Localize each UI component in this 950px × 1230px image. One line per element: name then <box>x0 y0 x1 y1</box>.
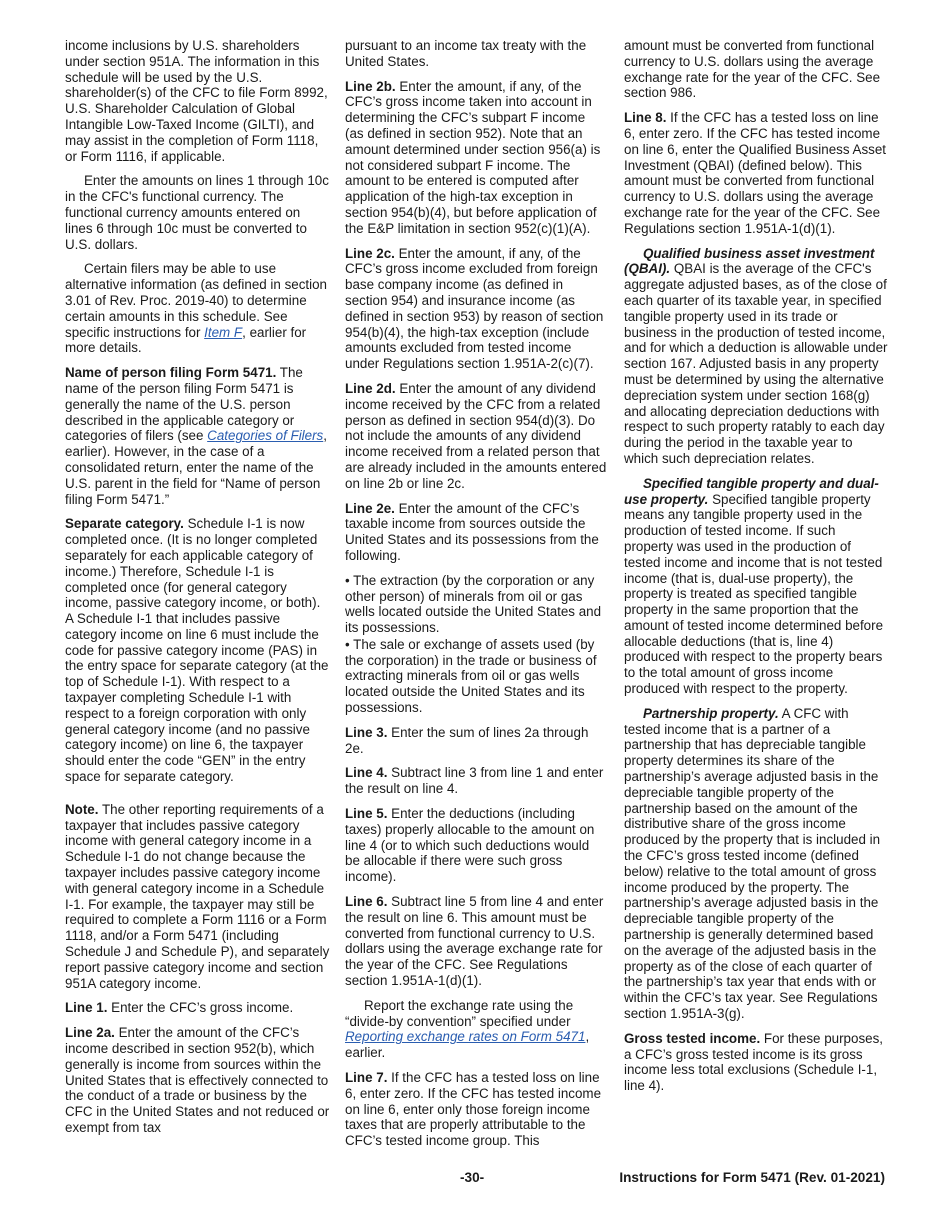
reporting-exchange-rates-link[interactable]: Reporting exchange rates on Form 5471 <box>345 1029 586 1045</box>
paragraph-currency-continued: amount must be converted from functional currency to U.S. dollars using the average exchange rate for the year of the CFC. See section 986. <box>624 38 881 101</box>
paragraph-specified-tangible-property: Specified tangible property and dual-use property. Specified tangible property means any tangible property used in the production of tested income. If such property was used in the production of tested income and income that is not tested income (that is, dual-use property), the property is treated as specified tangible property in the same proportion that the amount of tested income determined before allocable deductions (that is, line 4) produced with respect to the property bears to the total amount of gross income produced with respect to the property. <box>624 475 884 697</box>
page-number: -30- <box>460 1170 485 1185</box>
paragraph-line-4: Line 4. Subtract line 3 from line 1 and enter the result on line 4. <box>345 765 604 797</box>
paragraph-alternative-info: Certain filers may be able to use alternative information (as defined in section 3.01 of Rev. Proc. 2019-40) to determine certain amounts in this schedule. See specific instructions for Item F, earlier for more details. <box>65 261 328 356</box>
heading-line-2d: Line 2d. <box>345 380 396 396</box>
paragraph-line-2d: Line 2d. Enter the amount of any dividend income received by the CFC from a related person as defined in section 954(d)(3). Do not include the amounts of any dividend income received from a related person that are already included in the amounts entered on line 2b or line 2c. <box>345 380 607 491</box>
paragraph-line-6: Line 6. Subtract line 5 from line 4 and enter the result on line 6. This amount must be converted from functional currency to U.S. dollars using the average exchange rate for the year of the CFC. See Regulations section 1.951A-1(d)(1). <box>345 894 604 989</box>
categories-of-filers-link[interactable]: Categories of Filers <box>207 428 324 444</box>
heading-line-4: Line 4. <box>345 765 388 781</box>
paragraph-line-2b: Line 2b. Enter the amount, if any, of the CFC’s gross income taken into account in determining the CFC’s subpart F income (as defined in section 952). Note that an amount determined under section 956(a) is not considered subpart F income. The amount to be entered is computed after application of the high-tax exception in section 954(b)(4), but before application of the E&P limitation in section 952(c)(1)(A). <box>345 78 601 236</box>
paragraph-report-exchange-rate: Report the exchange rate using the “divide-by convention” specified under Reporting exchange rates on Form 5471, earlier. <box>345 997 590 1061</box>
column-middle <box>345 38 607 1158</box>
heading-specified-tangible-property: Specified tangible property and dual-use property. <box>624 475 879 507</box>
paragraph-intro: income inclusions by U.S. shareholders under section 951A. The information in this schedule will be used by the U.S. shareholder(s) of the CFC to file Form 8992, U.S. Shareholder Calculation of Global Intangible Low-Taxed Income (GILTI), and may assist in the completion of Form 1118, or Form 1116, if applicable. <box>65 38 328 164</box>
paragraph-treaty-continued: pursuant to an income tax treaty with the United States. <box>345 38 587 69</box>
heading-line-5: Line 5. <box>345 806 388 822</box>
paragraph-line-2a: Line 2a. Enter the amount of the CFC’s income described in section 952(b), which generally is income from sources within the United States that is effectively connected to the conduct of a trade or business by the CFC in the United States and not reduced or exempt from tax <box>65 1025 330 1135</box>
heading-line-6: Line 6. <box>345 894 388 910</box>
form-title: Instructions for Form 5471 (Rev. 01-2021) <box>619 1170 885 1185</box>
heading-line-3: Line 3. <box>345 724 388 740</box>
paragraph-line-3: Line 3. Enter the sum of lines 2a through 2e. <box>345 724 589 756</box>
column-left <box>65 38 330 1145</box>
paragraph-partnership-property: Partnership property. A CFC with tested income that is a partner of a partnership that has depreciable tangible property determines its share of the partnership’s average adjusted basis in the depreciable tangible property of the partnership based on the amount of the distributive share of the gross income produced by the property that is included in the CFC’s gross tested income (defined below) relative to the total amount of gross income produced by the property. The partnership’s average adjusted basis in the depreciable tangible property of the partnership is generally determined based on the average of the adjusted basis in the property as of the close of each quarter of the partnership’s tax year that ends with or within the CFC’s tax year. See Regulations section 1.951A-3(g). <box>624 705 881 1022</box>
item-f-link[interactable]: Item F <box>204 324 243 340</box>
paragraph-gross-tested-income: Gross tested income. For these purposes, a CFC’s gross tested income is its gross income less total exclusions (Schedule I-1, line 4). <box>624 1030 883 1094</box>
paragraph-line-7: Line 7. If the CFC has a tested loss on line 6, enter zero. If the CFC has tested income on line 6, enter only those foreign income taxes that are properly attributable to the CFC’s tested income group. This <box>345 1070 602 1149</box>
column-right <box>624 38 888 1103</box>
paragraph-line-8: Line 8. If the CFC has a tested loss on line 6, enter zero. If the CFC has tested income on line 6, enter the Qualified Business Asset Investment (QBAI) (defined below). This amount must be converted from functional currency to U.S. dollars using the average exchange rate for the year of the CFC. See Regulations section 1.951A-1(d)(1). <box>624 110 887 236</box>
heading-line-2a: Line 2a. <box>65 1025 115 1041</box>
bullet-item: • The sale or exchange of assets used (by the corporation) in the trade or business of extracting minerals from oil or gas wells located outside the United States and its possessions. <box>345 636 597 716</box>
paragraph-line-5: Line 5. Enter the deductions (including taxes) properly allocable to the amount on line 4 (or to which such deductions would be allocable if there were such gross income). <box>345 806 595 885</box>
paragraph-line-2c: Line 2c. Enter the amount, if any, of the CFC’s gross income excluded from foreign base company income (as defined in section 954) and insurance income (as defined in section 953) by reason of section 954(b)(4), the high-tax exception (include amounts excluded from tested income under Regulations section 1.951A-2(c)(7). <box>345 245 604 372</box>
paragraph-line-2e: Line 2e. Enter the amount of the CFC’s taxable income from sources outside the United States and its possessions from the following. <box>345 500 599 563</box>
heading-separate-category: Separate category. <box>65 516 184 532</box>
paragraph-qbai: Qualified business asset investment (QBAI). QBAI is the average of the CFC's aggregate adjusted bases, as of the close of each quarter of its taxable year, in specified tangible property used in its trade or business in the production of tested income, and for which a deduction is allowable under section 167. Adjusted basis in any property must be determined by using the alternative depreciation system under section 168(g) and allocating depreciation deductions with respect to such property ratably to each day during the period in the taxable year to which such depreciation relates. <box>624 245 888 466</box>
paragraph-note: Note. The other reporting requirements of a taxpayer that includes passive category income with general category income in a Schedule I-1 do not change because the taxpayer includes passive category income with general category income in a Schedule I-1. For example, the taxpayer may still be required to complete a Form 1116 or a Form 1118, and/or a Form 5471 (including Schedule J and Schedule P), and separately report passive category income and section 951A category income. <box>65 801 330 991</box>
heading-gross-tested-income: Gross tested income. <box>624 1030 761 1046</box>
paragraph-amounts: Enter the amounts on lines 1 through 10c in the CFC's functional currency. The functional currency amounts entered on lines 6 through 10c must be converted to U.S. dollars. <box>65 173 329 252</box>
bullet-item: • The extraction (by the corporation or any other person) of minerals from oil or gas wells located outside the United States and its possessions. <box>345 572 602 636</box>
heading-line-2c: Line 2c. <box>345 245 395 261</box>
heading-line-2e: Line 2e. <box>345 500 395 516</box>
heading-qbai: Qualified business asset investment (QBAI). <box>624 245 875 277</box>
heading-name-of-person: Name of person filing Form 5471. <box>65 365 277 381</box>
paragraph-separate-category: Separate category. Schedule I-1 is now completed once. (It is no longer completed separately for each applicable category of income.) Therefore, Schedule I-1 is completed once (for general category income, passive category income, or both). A Schedule I-1 that includes passive category income on line 6 must include the code for passive category income (PAS) in the entry space for separate category (at the top of Schedule I-1). With respect to a taxpayer completing Schedule I-1 with respect to a foreign corporation with only general category income (and no passive category income) on line 6, the taxpayer should enter the code “GEN” in the entry space for separate category. <box>65 516 329 785</box>
heading-line-1: Line 1. <box>65 1000 108 1016</box>
heading-line-7: Line 7. <box>345 1070 388 1086</box>
heading-note: Note. <box>65 801 99 817</box>
paragraph-name-of-person: Name of person filing Form 5471. The name of the person filing Form 5471 is generally the name of the U.S. person described in the applicable category or categories of filers (see Categories of Filers, earlier). However, in the case of a consolidated return, enter the name of the U.S. parent in the field for “Name of person filing Form 5471.” <box>65 365 327 507</box>
paragraph-line-1: Line 1. Enter the CFC’s gross income. <box>65 1000 294 1016</box>
heading-line-8: Line 8. <box>624 110 667 126</box>
heading-line-2b: Line 2b. <box>345 78 396 94</box>
heading-partnership-property: Partnership property. <box>643 705 779 721</box>
